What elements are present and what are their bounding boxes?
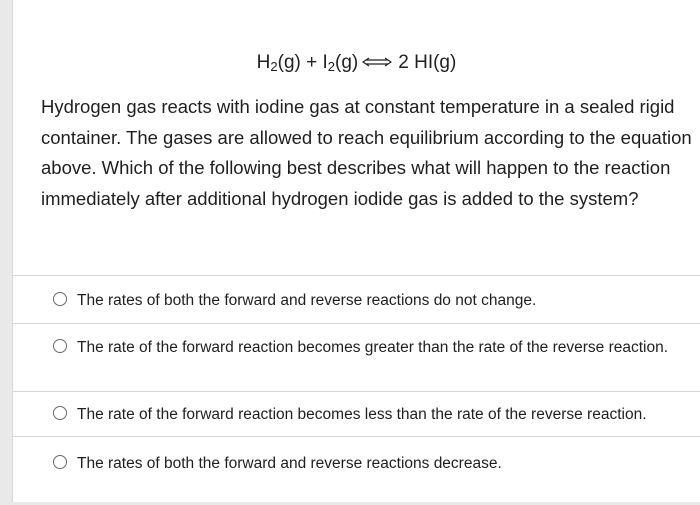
equation-iodine: (g) + I [277, 52, 328, 73]
chemical-equation [13, 52, 700, 74]
question-card [12, 0, 700, 502]
equation-product: 2 HI(g) [398, 52, 457, 73]
equation-g: (g) [335, 52, 359, 73]
radio-button[interactable] [53, 292, 67, 306]
equation-h2-subscript: 2 [270, 59, 278, 74]
equilibrium-arrow-icon [362, 56, 392, 68]
answer-option-label: The rate of the forward reaction becomes less than the rate of the reverse reaction. [77, 406, 647, 423]
radio-button[interactable] [53, 455, 67, 469]
divider [13, 391, 700, 392]
equation-i2-subscript: 2 [327, 59, 336, 74]
question-text: Hydrogen gas reacts with iodine gas at constant temperature in a sealed rigid container. The gases are allowed to reach equilibrium according to the equation above. Which of the following best describes what will happen to the reaction immediately after additional hydrogen iodide gas is added to the system? [41, 96, 692, 209]
divider [13, 323, 700, 324]
divider [13, 436, 700, 437]
divider [13, 275, 700, 276]
equation-h2: H [256, 52, 271, 73]
answer-option-label: The rates of both the forward and reverse reactions decrease. [77, 455, 502, 472]
answer-option-label: The rates of both the forward and reverse reactions do not change. [77, 292, 537, 309]
radio-button[interactable] [53, 406, 67, 420]
radio-button[interactable] [53, 339, 67, 353]
answer-option-label: The rate of the forward reaction becomes greater than the rate of the reverse reaction. [77, 339, 669, 356]
